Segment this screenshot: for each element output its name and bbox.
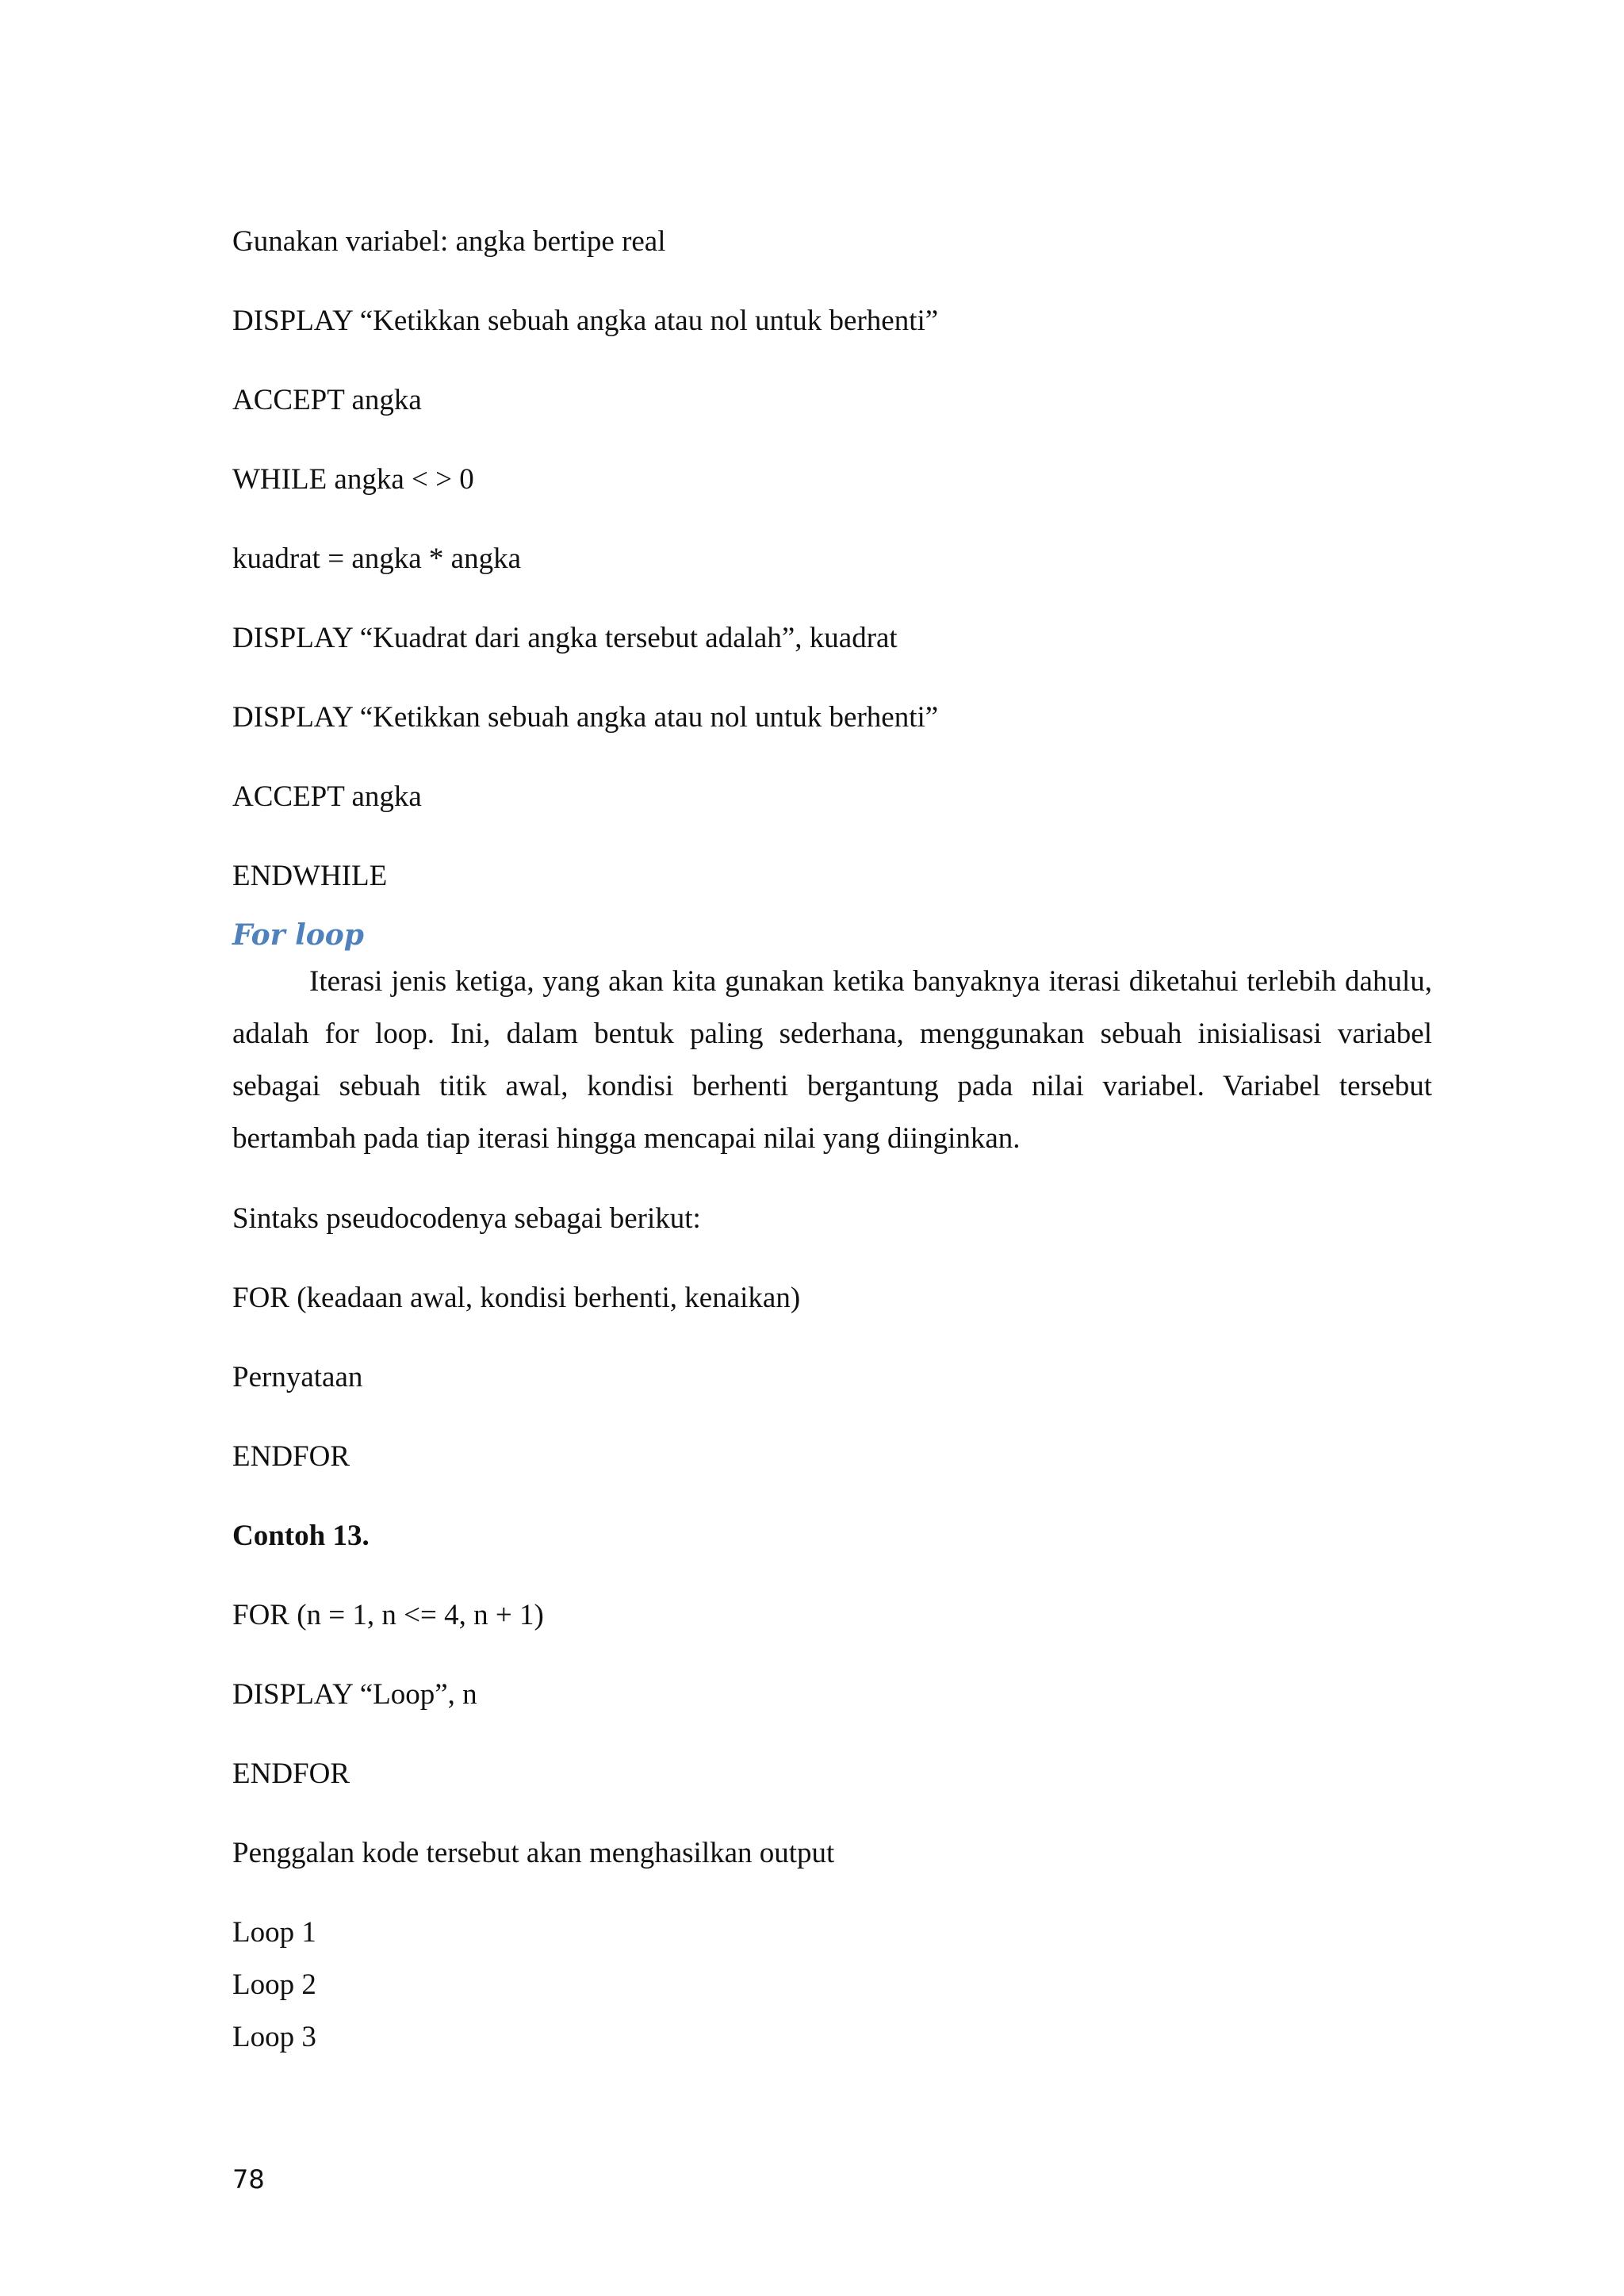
code-line-while: WHILE angka < > 0: [232, 463, 474, 496]
example-label: Contoh 13.: [232, 1520, 370, 1552]
code-line-accept-repeat: ACCEPT angka: [232, 780, 422, 813]
paragraph-text: Iterasi jenis ketiga, yang akan kita gunakan ketika banyaknya iterasi diketahui terlebih dahulu, adalah for loop. Ini, dalam bentuk paling sederhana, menggunakan sebuah inisialisasi variabel sebagai sebuah titik awal, kondisi berhenti bergantung pada nilai variabel. Variabel tersebut bertambah pada tiap iterasi hingga mencapai nilai yang diinginkan.: [232, 965, 1432, 1155]
code-line-variable-declaration: Gunakan variabel: angka bertipe real: [232, 225, 666, 258]
syntax-intro-line: Sintaks pseudocodenya sebagai berikut:: [232, 1202, 701, 1235]
output-line-3: Loop 3: [232, 2021, 316, 2053]
syntax-endfor-line: ENDFOR: [232, 1440, 350, 1473]
example-for-line: FOR (n = 1, n <= 4, n + 1): [232, 1599, 544, 1631]
code-line-accept: ACCEPT angka: [232, 384, 422, 416]
code-line-display-result: DISPLAY “Kuadrat dari angka tersebut adalah”, kuadrat: [232, 622, 898, 654]
syntax-for-line: FOR (keadaan awal, kondisi berhenti, kenaikan): [232, 1282, 801, 1314]
page-number: 78: [232, 2164, 265, 2194]
section-heading: For loop: [232, 918, 364, 952]
code-line-endwhile: ENDWHILE: [232, 860, 388, 892]
example-display-line: DISPLAY “Loop”, n: [232, 1678, 477, 1711]
code-line-display-prompt-repeat: DISPLAY “Ketikkan sebuah angka atau nol untuk berhenti”: [232, 701, 939, 734]
page-content: [232, 224, 1432, 2055]
output-line-2: Loop 2: [232, 1968, 316, 2001]
body-paragraph: [232, 956, 1432, 1165]
syntax-statement-line: Pernyataan: [232, 1361, 363, 1393]
code-line-display-prompt: DISPLAY “Ketikkan sebuah angka atau nol untuk berhenti”: [232, 305, 939, 337]
example-output-intro: Penggalan kode tersebut akan menghasilkan output: [232, 1837, 835, 1869]
example-endfor-line: ENDFOR: [232, 1757, 350, 1790]
code-line-kuadrat: kuadrat = angka * angka: [232, 542, 522, 575]
output-line-1: Loop 1: [232, 1916, 316, 1949]
